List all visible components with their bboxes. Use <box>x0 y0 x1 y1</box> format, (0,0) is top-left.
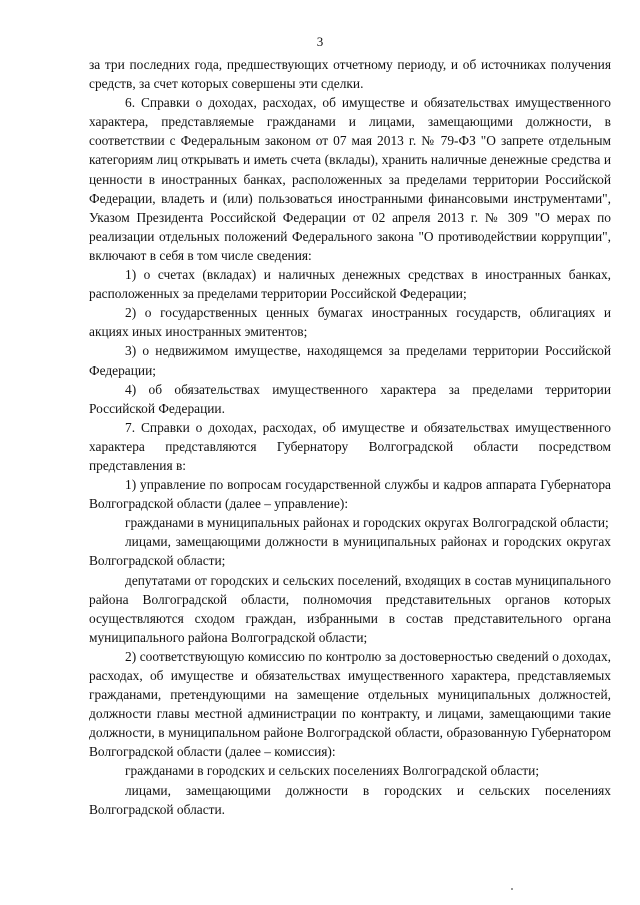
subitem-foreign-real-estate: 3) о недвижимом имуществе, находящемся за пределами территории Российской Федерации; <box>89 343 611 378</box>
subitem-foreign-securities: 2) о государственных ценных бумагах иностранных государств, облигациях и акциях иных иностранных эмитентов; <box>89 305 611 340</box>
list-item-citizens-settlements: гражданами в городских и сельских поселениях Волгоградской области; <box>125 763 540 779</box>
subitem-foreign-obligations: 4) об обязательствах имущественного характера за пределами территории Российской Федерации. <box>89 381 611 416</box>
page-number: 3 <box>316 34 324 49</box>
list-item-citizens-districts: гражданами в муниципальных районах и городских округах Волгоградской области; <box>125 515 609 531</box>
list-item-officials-districts: лицами, замещающими должности в муниципальных районах и городских округах Волгоградской области; <box>89 534 611 569</box>
paragraph-item-7: 7. Справки о доходах, расходах, об имуществе и обязательствах имущественного характера представляются Губернатору Волгоградской области посредством представления в: <box>89 419 611 473</box>
paragraph-item-6: 6. Справки о доходах, расходах, об имуществе и обязательствах имущественного характера, представляемые гражданами и лицами, замещающими должности, в соответствии с Федеральным законом от 07 мая 2013 г. № 79-ФЗ "О запрете отдельным категориям лиц открывать и иметь счета (вклады), хранить наличные денежные средства и ценности в иностранных банках, расположенных за пределами территории Российской Федерации, владеть и (или) пользоваться иностранными финансовыми инструментами", Указом Президента Российской Федерации от 02 апреля 2013 г. № 309 "О мерах по реализации отдельных положений Федерального закона "О противодействии коррупции", включают в себя в том числе сведения: <box>89 95 611 263</box>
paragraph-continuation: за три последних года, предшествующих отчетному периоду, и об источниках получения средств, за счет которых совершены эти сделки. <box>89 57 611 92</box>
subitem-department: 1) управление по вопросам государственной службы и кадров аппарата Губернатора Волгоградской области (далее – управление): <box>89 477 611 512</box>
subitem-commission: 2) соответствующую комиссию по контролю за достоверностью сведений о доходах, расходах, об имуществе и обязательствах имущественного характера, представляемых гражданами, претендующими на замещение отдельных муниципальных должностей, должности главы местной администрации по контракту, и лицами, замещающими такие должности, в муниципальном районе Волгоградской области, образованную Губернатором Волгоградской области (далее – комиссия): <box>89 648 611 760</box>
list-item-deputies: депутатами от городских и сельских поселений, входящих в состав муниципального района Волгоградской области, полномочия представительных органов которых осуществляются сходом граждан, избранными в состав представительного органа муниципального района Волгоградской области; <box>89 572 611 645</box>
list-item-officials-settlements: лицами, замещающими должности в городских и сельских поселениях Волгоградской области. <box>89 782 611 817</box>
scan-speck <box>511 888 513 890</box>
document-body <box>89 55 611 819</box>
subitem-foreign-accounts: 1) о счетах (вкладах) и наличных денежных средствах в иностранных банках, расположенных за пределами территории Российской Федерации; <box>89 267 611 302</box>
